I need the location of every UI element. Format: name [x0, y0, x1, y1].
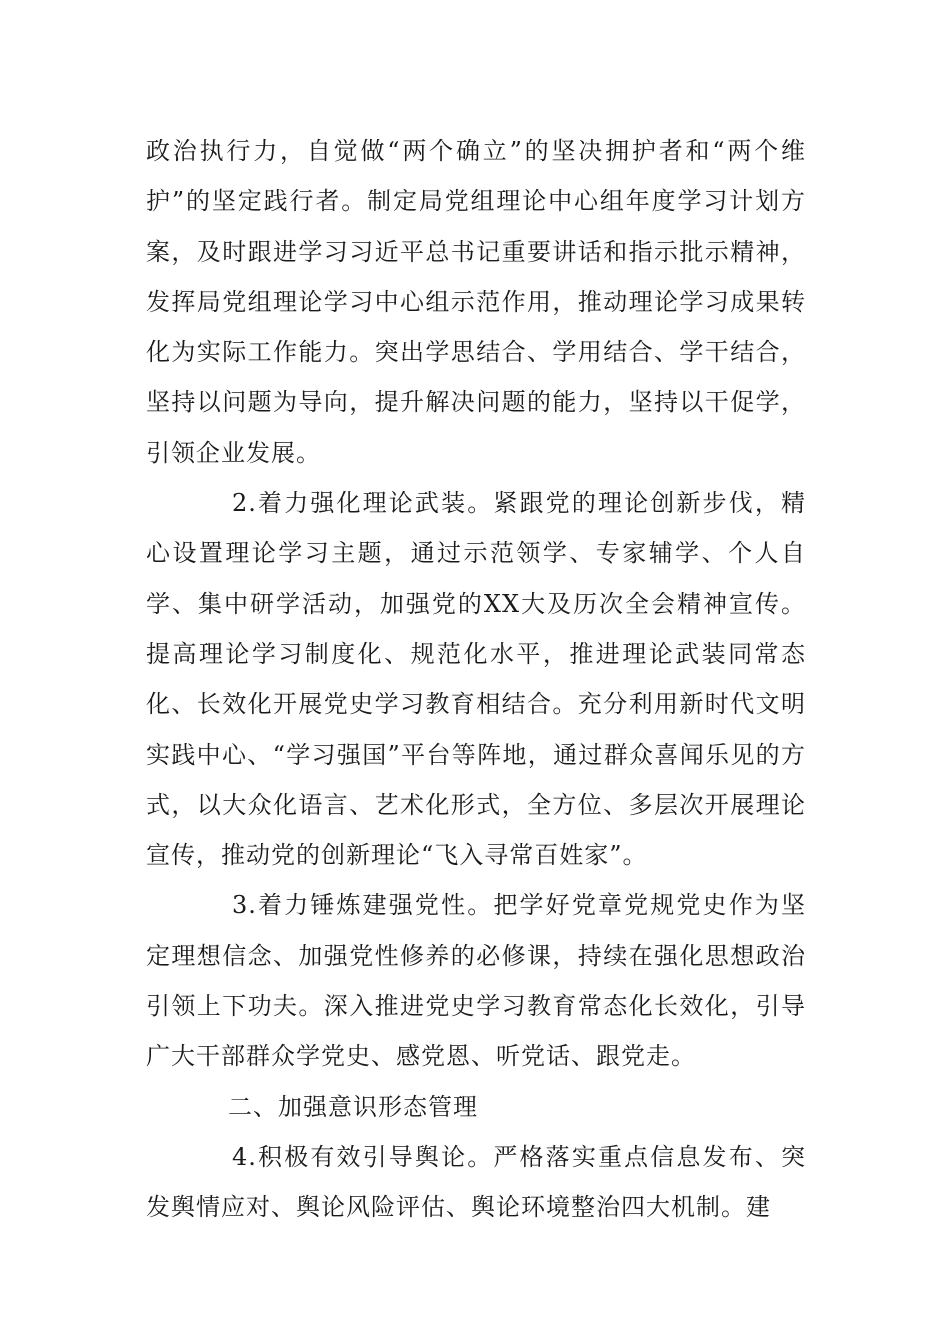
document-body: [146, 126, 806, 1233]
paragraph-continuation: 政治执行力，自觉做“两个确立”的坚决拥护者和“两个维护”的坚定践行者。制定局党组理论中心组年度学习计划方案，及时跟进学习习近平总书记重要讲话和指示批示精神，发挥局党组理论学习中心组示范作用，推动理论学习成果转化为实际工作能力。突出学思结合、学用结合、学干结合，坚持以问题为导向，提升解决问题的能力，坚持以干促学，引领企业发展。: [146, 137, 806, 467]
paragraph-item-4: 4.积极有效引导舆论。严格落实重点信息发布、突发舆情应对、舆论风险评估、舆论环境整治四大机制。建: [146, 1142, 806, 1222]
paragraph-item-3: 3.着力锤炼建强党性。把学好党章党规党史作为坚定理想信念、加强党性修养的必修课，持续在强化思想政治引领上下功夫。深入推进党史学习教育常态化长效化，引导广大干部群众学党史、感党恩、听党话、跟党走。: [146, 891, 806, 1071]
paragraph-item-2: 2.着力强化理论武装。紧跟党的理论创新步伐，精心设置理论学习主题，通过示范领学、专家辅学、个人自学、集中研学活动，加强党的XX大及历次全会精神宣传。提高理论学习制度化、规范化水平，推进理论武装同常态化、长效化开展党史学习教育相结合。充分利用新时代文明实践中心、“学习强国”平台等阵地，通过群众喜闻乐见的方式，以大众化语言、艺术化形式，全方位、多层次开展理论宣传，推动党的创新理论“飞入寻常百姓家”。: [146, 489, 806, 870]
section-heading: 二、加强意识形态管理: [228, 1092, 478, 1121]
